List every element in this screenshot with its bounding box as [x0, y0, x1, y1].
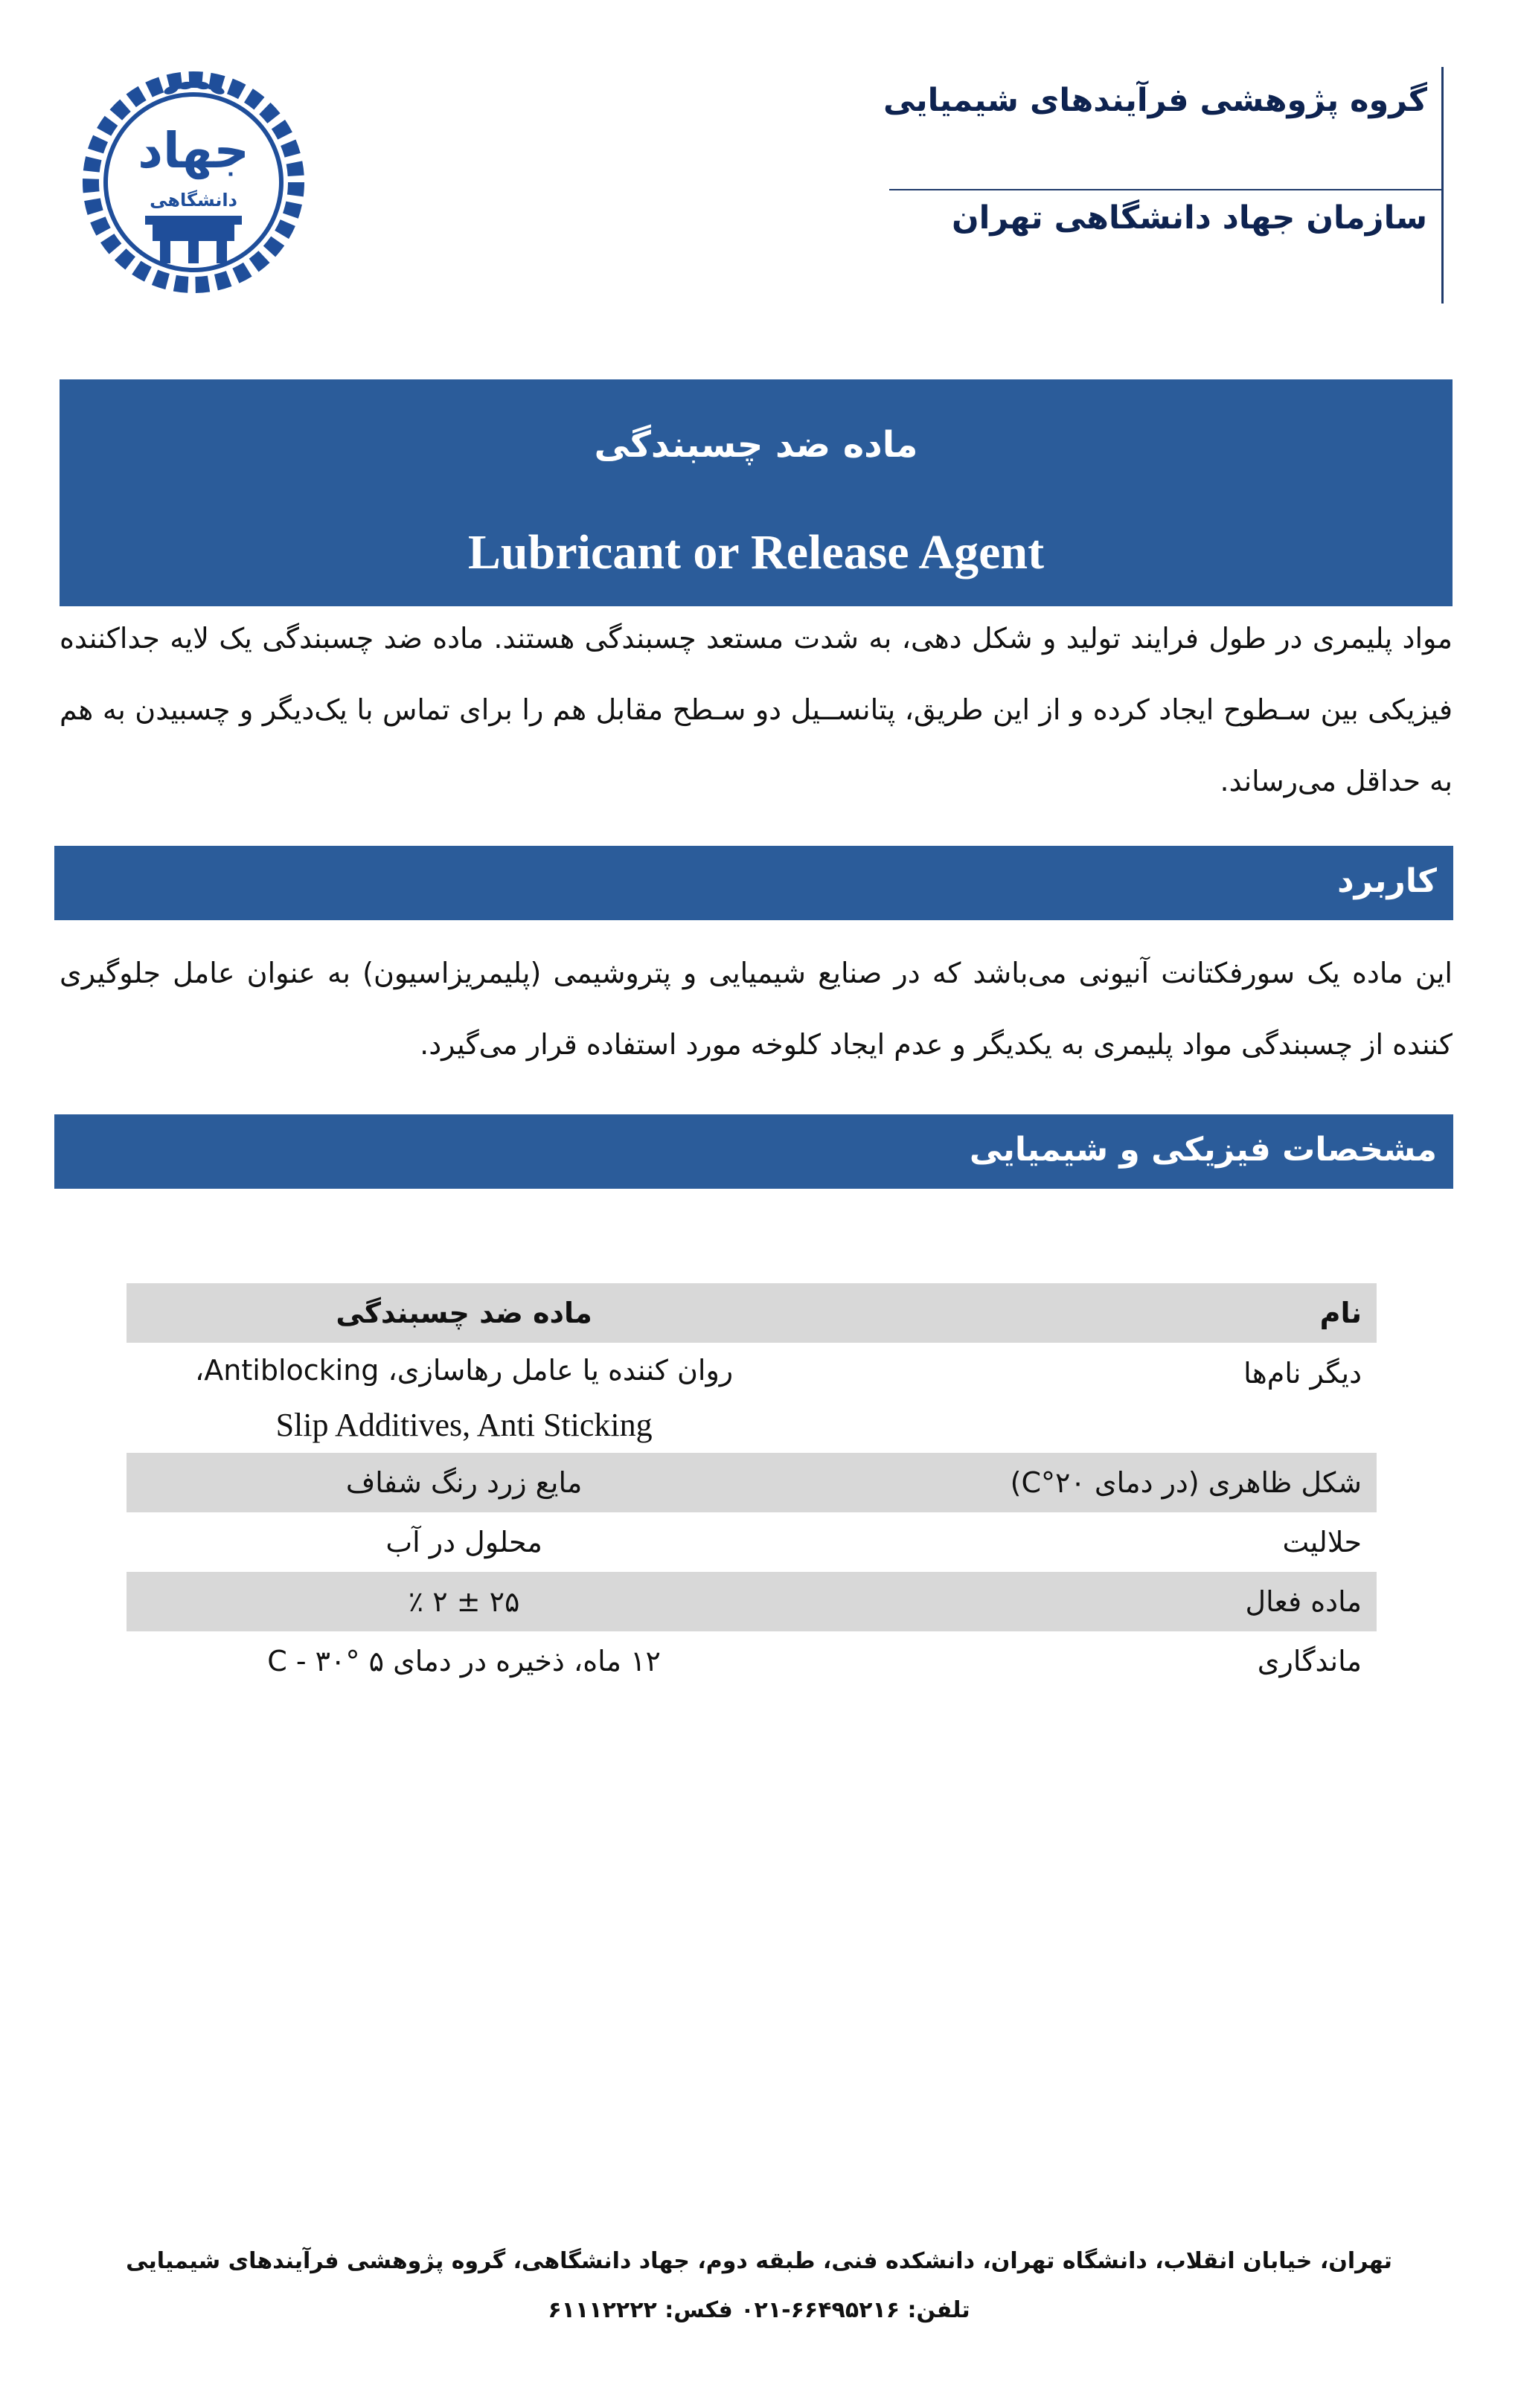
header-horizontal-rule	[889, 189, 1444, 190]
organization-name: سازمان جهاد دانشگاهی تهران	[951, 199, 1427, 237]
usage-section-bar	[54, 846, 1453, 920]
table-header-value: ماده ضد چسبندگی	[126, 1283, 801, 1343]
table-row	[126, 1631, 1377, 1691]
logo-main-text: جهاد	[138, 122, 249, 179]
row-key-active-matter: ماده فعال	[801, 1572, 1377, 1631]
table-header-row	[126, 1283, 1377, 1343]
table-row	[126, 1453, 1377, 1512]
row-value-appearance: مایع زرد رنگ شفاف	[126, 1453, 801, 1512]
usage-paragraph: این ماده یک سورفکتانت آنیونی می‌باشد که در صنایع شیمیایی و پتروشیمی (پلیمریزاسیون) به عنوان عامل جلوگیری کننده از چسبندگی مواد پلیمری به یکدیگر و عدم ایجاد کلوخه مورد استفاده قرار می‌گیرد.	[60, 957, 1453, 1061]
table-row	[126, 1572, 1377, 1631]
other-names-english: Slip Additives, Anti Sticking	[275, 1407, 653, 1443]
footer-address: تهران، خیابان انقلاب، دانشگاه تهران، دانشکده فنی، طبقه دوم، جهاد دانشگاهی، گروه پژوهشی فرآیندهای شیمیایی	[126, 2248, 1392, 2274]
properties-section-title: مشخصات فیزیکی و شیمیایی	[969, 1131, 1437, 1169]
table-row	[126, 1343, 1377, 1453]
page-title-english: Lubricant or Release Agent	[467, 525, 1045, 579]
table-row	[126, 1512, 1377, 1572]
organization-header	[883, 67, 1444, 304]
row-key-shelf-life: ماندگاری	[1257, 1645, 1362, 1677]
jahad-daneshgahi-logo	[74, 63, 313, 301]
row-key-solubility: حلالیت	[1282, 1526, 1362, 1558]
specifications-table	[126, 1283, 1377, 1691]
row-key-other-names: دیگر نام‌ها	[1243, 1357, 1362, 1390]
row-value-solubility: محلول در آب	[385, 1526, 542, 1558]
logo-emblem	[74, 63, 313, 301]
header-vertical-rule	[1441, 67, 1444, 304]
usage-section-title: کاربرد	[1337, 862, 1437, 900]
other-names-persian: روان کننده یا عامل رهاسازی، Antiblocking،	[195, 1354, 734, 1387]
intro-paragraph: مواد پلیمری در طول فرایند تولید و شکل دهی، به شدت مستعد چسبندگی هستند. ماده ضد چسبندگی یک لایه جداکننده فیزیکی بین سـطوح ایجاد کرده و از این طریق، پتانســیل دو سـطح مقابل هم را برای تماس با یک‌دیگر و چسبیدن به هم به حداقل می‌رساند.	[60, 622, 1453, 797]
row-key-appearance: شکل ظاهری (در دمای ۲۰°C)	[801, 1453, 1377, 1512]
title-banner	[60, 379, 1453, 606]
logo-sub-text: دانشگاهی	[150, 190, 237, 211]
research-group-name: گروه پژوهشی فرآیندهای شیمیایی	[883, 82, 1427, 119]
row-value-active-matter: ۲۵ ± ۲ ٪	[126, 1572, 801, 1631]
properties-section-bar	[54, 1114, 1453, 1189]
table-header-key: نام	[801, 1283, 1377, 1343]
row-value-shelf-life: ۱۲ ماه، ذخیره در دمای ۵ °C - ۳۰	[267, 1645, 661, 1677]
row-value-other-names	[126, 1343, 801, 1453]
page-title-persian: ماده ضد چسبندگی	[594, 424, 918, 466]
footer-contact: تلفن: ۶۶۴۹۵۲۱۶-۰۲۱ فکس: ۶۱۱۱۲۲۲۲	[548, 2297, 970, 2323]
